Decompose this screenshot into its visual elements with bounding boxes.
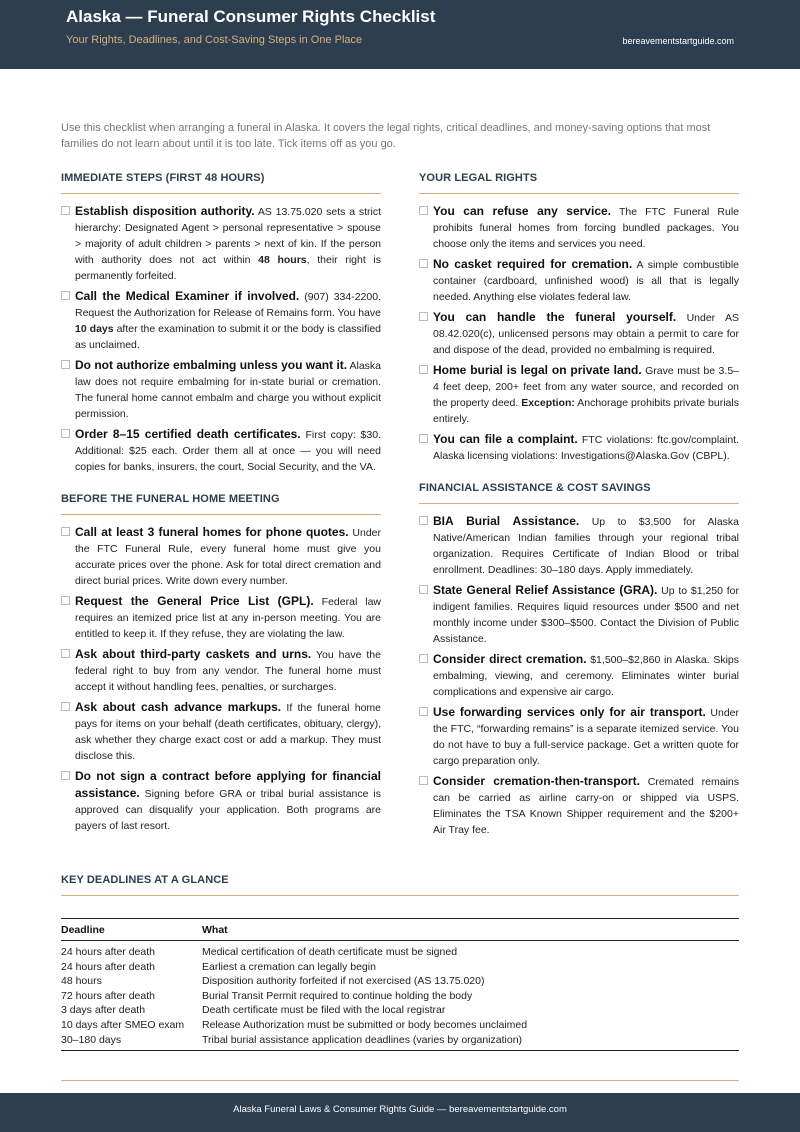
- site-link[interactable]: bereavementstartguide.com: [622, 36, 734, 46]
- checklist-item: [419, 773, 739, 838]
- checkbox[interactable]: [419, 365, 428, 374]
- what-cell: Tribal burial assistance application deadlines (varies by organization): [202, 1033, 739, 1051]
- checkbox[interactable]: [61, 596, 70, 605]
- rights-list: [419, 203, 739, 464]
- section-heading-financial: FINANCIAL ASSISTANCE & COST SAVINGS: [419, 482, 739, 504]
- checklist-item: [61, 288, 381, 353]
- item-title: State General Relief Assistance (GRA).: [433, 583, 658, 597]
- page-subtitle: Your Rights, Deadlines, and Cost-Saving Steps in One Place: [66, 34, 363, 46]
- checkbox[interactable]: [419, 206, 428, 215]
- what-cell: Disposition authority forfeited if not exercised (AS 13.75.020): [202, 975, 485, 988]
- item-title: Order 8–15 certified death certificates.: [75, 427, 301, 441]
- checklist-item: [61, 357, 381, 422]
- checkbox[interactable]: [419, 707, 428, 716]
- item-text: FTC violations: ftc.gov/complaint. Alaska licensing violations: Investigations@Alaska.Gov (CBPL).: [433, 434, 739, 462]
- item-title: BIA Burial Assistance.: [433, 514, 580, 528]
- item-title: Ask about cash advance markups.: [75, 700, 282, 714]
- item-title: Request the General Price List (GPL).: [75, 594, 314, 608]
- item-emphasis: 10 days: [75, 323, 114, 335]
- intro-text: Use this checklist when arranging a funeral in Alaska. It covers the legal rights, critical deadlines, and money-saving options that most families do not learn about until it is too late. Tick items off as you go.: [61, 122, 711, 150]
- item-title: You can handle the funeral yourself.: [433, 310, 677, 324]
- deadline-cell: 3 days after death: [61, 1004, 146, 1017]
- item-title: Consider cremation-then-transport.: [433, 774, 640, 788]
- item-text: If the funeral home pays for items on your behalf (death certificates, obituary, clergy), ask whether they charge exact cost or add a markup. They must disclose this.: [75, 702, 381, 762]
- deadline-cell: 10 days after SMEO exam: [61, 1018, 185, 1031]
- checkbox[interactable]: [61, 206, 70, 215]
- item-text: Under AS 08.42.020(c), unlicensed persons may obtain a permit to care for and dispose of the dead, provided no embalming is required.: [433, 312, 739, 356]
- left-column: [61, 172, 381, 838]
- what-cell: Medical certification of death certificate must be signed: [202, 946, 458, 958]
- checkbox[interactable]: [419, 776, 428, 785]
- item-title: Do not sign a contract before applying for financial assistance.: [75, 769, 381, 800]
- checklist-item: [61, 699, 381, 764]
- checkbox[interactable]: [61, 702, 70, 711]
- table-row: [61, 941, 739, 960]
- financial-list: [419, 513, 739, 838]
- checklist-item: [419, 256, 739, 305]
- what-cell: Burial Transit Permit required to continue holding the body: [202, 989, 473, 1002]
- checklist-item: [419, 362, 739, 427]
- item-text: Grave must be 3.5–4 feet deep, 200+ feet from any water source, and recorded on the property deed.: [433, 365, 739, 409]
- what-cell: Release Authorization must be submitted or body becomes unclaimed: [202, 1018, 528, 1031]
- item-title: Establish disposition authority.: [75, 204, 255, 218]
- before-list: [61, 524, 381, 834]
- checklist-item: [419, 513, 739, 578]
- checkbox[interactable]: [61, 291, 70, 300]
- table-row: [61, 974, 739, 989]
- item-text: A simple combustible container (cardboard, unfinished wood) is all that is legally needed. Anything else violates federal law.: [433, 259, 740, 303]
- section-heading-rights: YOUR LEGAL RIGHTS: [419, 172, 739, 194]
- item-title: Home burial is legal on private land.: [433, 363, 642, 377]
- item-title: Do not authorize embalming unless you want it.: [75, 358, 348, 372]
- what-cell: Earliest a cremation can legally begin: [202, 960, 376, 973]
- section-heading-before: BEFORE THE FUNERAL HOME MEETING: [61, 493, 381, 515]
- item-text: $1,500–$2,860 in Alaska. Skips embalming, viewing, and ceremony. Eliminates winter burial complications and expensive air cargo.: [433, 654, 739, 698]
- item-text: Alaska law does not require embalming for in-state burial or cremation. The funeral home cannot embalm and charge you without explicit permission.: [75, 360, 381, 420]
- item-text: Up to $3,500 for Alaska Native/American Indian families through your regional tribal organization. Requires Certificate of Indian Blood or tribal enrollment. Deadlines: 30–180 days. Apply immediately.: [433, 516, 740, 576]
- what-cell: Death certificate must be filed with the local registrar: [202, 1004, 446, 1017]
- item-text: AS 13.75.020 sets a strict hierarchy: Designated Agent > personal representative > spouse > majority of adult children > parents > next of kin. If the person with authority does not act within: [75, 206, 382, 266]
- checkbox[interactable]: [419, 516, 428, 525]
- item-text: Up to $1,250 for indigent families. Requires liquid resources under $500 and net monthly income under $300–$500. Contact the Division of Public Assistance.: [433, 585, 740, 645]
- item-emphasis: 48 hours: [258, 254, 307, 266]
- table-row: [61, 1003, 739, 1018]
- item-title: No casket required for cremation.: [433, 257, 633, 271]
- checkbox[interactable]: [419, 312, 428, 321]
- checkbox[interactable]: [419, 654, 428, 663]
- page-title: Alaska — Funeral Consumer Rights Checklist: [66, 7, 436, 26]
- deadline-cell: 24 hours after death: [61, 960, 155, 973]
- page-footer: Alaska Funeral Laws & Consumer Rights Guide — bereavementstartguide.com: [0, 1093, 800, 1132]
- item-text: , their right is permanently forfeited.: [75, 254, 381, 282]
- deadlines-section: [61, 874, 739, 1051]
- divider: [61, 1080, 739, 1081]
- checkbox[interactable]: [419, 585, 428, 594]
- item-text: Cremated remains can be carried as airline carry-on or shipped via USPS. Eliminates the TSA Known Shipper requirement and the $200+ Air Tray fee.: [433, 776, 739, 836]
- item-title: Consider direct cremation.: [433, 652, 587, 666]
- checklist-item: [61, 203, 381, 284]
- item-text: Under the FTC, “forwarding remains” is a separate itemized service. You do not have to buy a full-service package. Get a written quote for cargo preparation only.: [433, 707, 739, 767]
- immediate-list: [61, 203, 381, 475]
- right-column: [419, 172, 739, 842]
- item-title: Use forwarding services only for air transport.: [433, 705, 706, 719]
- checklist-item: [61, 426, 381, 475]
- item-text: Signing before GRA or tribal burial assistance is approved can disqualify your application. Both programs are payers of last resort.: [75, 788, 381, 832]
- item-emphasis: Exception:: [521, 397, 575, 409]
- checklist-item: [61, 646, 381, 695]
- item-text: Federal law requires an itemized price list at any in-person meeting. You are entitled to keep it. If they refuse, they are violating the law.: [75, 596, 382, 640]
- section-heading-immediate: IMMEDIATE STEPS (FIRST 48 HOURS): [61, 172, 381, 194]
- page-header: [0, 0, 800, 69]
- checklist-item: [419, 704, 739, 769]
- checkbox[interactable]: [419, 259, 428, 268]
- section-heading-deadlines: KEY DEADLINES AT A GLANCE: [61, 874, 739, 896]
- checklist-item: [419, 582, 739, 647]
- checklist-item: [419, 309, 739, 358]
- item-text: The FTC Funeral Rule prohibits funeral homes from forcing bundled packages. You choose only the items and services you need.: [433, 206, 739, 250]
- deadline-cell: 48 hours: [61, 975, 102, 988]
- item-title: Call the Medical Examiner if involved.: [75, 289, 300, 303]
- item-text: after the examination to submit it or the body is classified as unclaimed.: [75, 323, 381, 351]
- checklist-item: [61, 593, 381, 642]
- checklist-item: [61, 524, 381, 589]
- item-text: First copy: $30. Additional: $25 each. Order them all at once — you will need copies for banks, insurers, the court, Social Security, and the VA.: [75, 429, 381, 473]
- deadlines-table-body: [61, 941, 739, 1051]
- table-header-row: [61, 919, 739, 941]
- item-text: Anchorage prohibits private burials entirely.: [433, 397, 739, 425]
- checklist-item: [419, 203, 739, 252]
- checkbox[interactable]: [61, 649, 70, 658]
- deadline-cell: 30–180 days: [61, 1033, 202, 1051]
- table-row: [61, 1018, 739, 1033]
- item-text: You have the federal right to buy from any vendor. The funeral home must accept it without handling fees, penalties, or surcharges.: [75, 649, 381, 693]
- item-title: Ask about third-party caskets and urns.: [75, 647, 312, 661]
- checkbox[interactable]: [61, 360, 70, 369]
- item-text: Under the FTC Funeral Rule, every funeral home must give you accurate prices over the phone. Ask for total direct cremation and direct burial prices. Write down every number.: [75, 527, 381, 587]
- item-title: You can file a complaint.: [433, 432, 578, 446]
- checklist-item: [419, 431, 739, 464]
- deadline-cell: 72 hours after death: [61, 989, 155, 1002]
- checklist-item: [61, 768, 381, 834]
- item-title: Call at least 3 funeral homes for phone quotes.: [75, 525, 349, 539]
- checklist-item: [419, 651, 739, 700]
- deadline-cell: 24 hours after death: [61, 946, 155, 958]
- deadlines-table: [61, 918, 739, 1051]
- table-row: [61, 1033, 739, 1051]
- column-header-deadline: Deadline: [61, 919, 202, 941]
- checkbox[interactable]: [61, 527, 70, 536]
- table-row: [61, 960, 739, 975]
- column-header-what: What: [202, 919, 739, 941]
- item-title: You can refuse any service.: [433, 204, 611, 218]
- checkbox[interactable]: [61, 429, 70, 438]
- item-text: (907) 334-2200. Request the Authorization for Release of Remains form. You have: [75, 291, 381, 319]
- table-row: [61, 989, 739, 1004]
- checkbox[interactable]: [419, 434, 428, 443]
- checkbox[interactable]: [61, 771, 70, 780]
